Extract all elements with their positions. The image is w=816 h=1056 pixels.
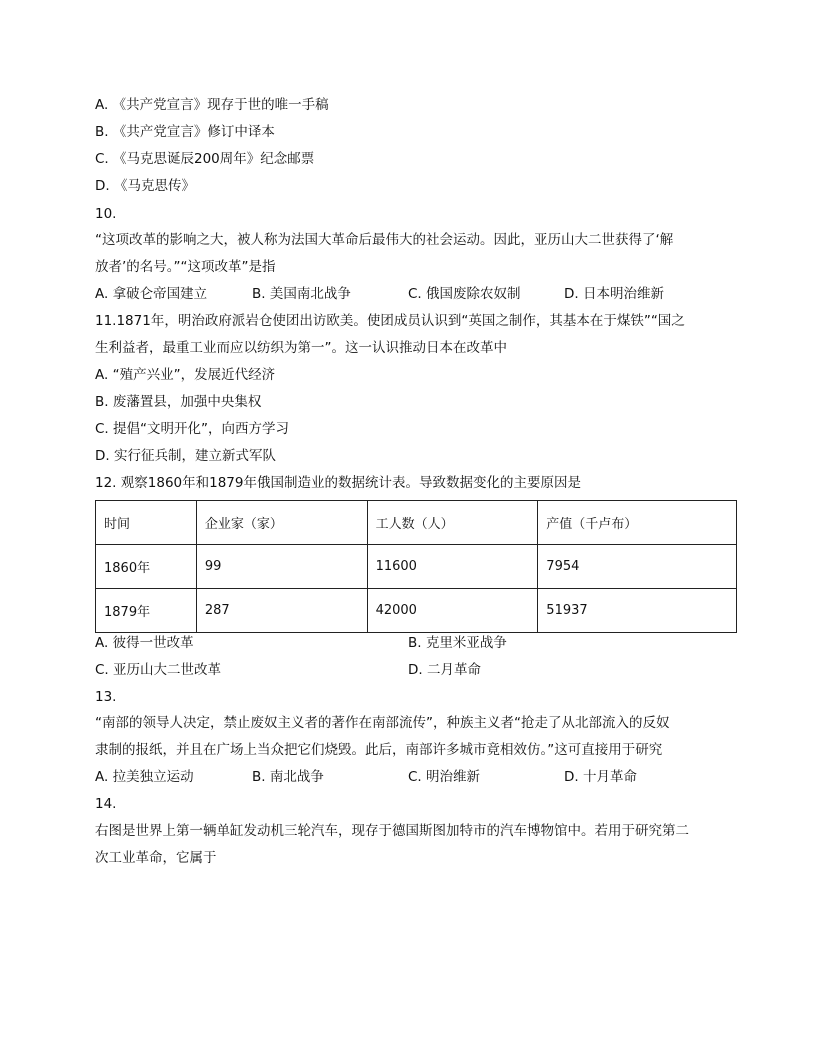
table-header-cell: 时间 xyxy=(96,501,197,545)
q13-option-b: B. 南北战争 xyxy=(252,769,324,785)
q12-option-a: A. 彼得一世改革 xyxy=(95,635,194,651)
table-cell: 1860年 xyxy=(96,545,197,589)
q13-stem-line-1: “南部的领导人决定，禁止废奴主义者的著作在南部流传”，种族主义者“抢走了从北部流入的反奴 xyxy=(95,715,670,731)
q10-option-c: C. 俄国废除农奴制 xyxy=(408,286,521,302)
q14-stem-line-2: 次工业革命，它属于 xyxy=(95,850,217,866)
q13-option-d: D. 十月革命 xyxy=(564,769,637,785)
table-cell: 7954 xyxy=(538,545,737,589)
table-cell: 1879年 xyxy=(96,589,197,633)
q14-stem-line-1: 右图是世界上第一辆单缸发动机三轮汽车，现存于德国斯图加特市的汽车博物馆中。若用于研究第二 xyxy=(95,823,689,839)
q9-option-a: A. 《共产党宣言》现存于世的唯一手稿 xyxy=(95,97,329,113)
q10-stem-line-2: 放者’的名号。”“这项改革”是指 xyxy=(95,259,276,275)
q12-option-c: C. 亚历山大二世改革 xyxy=(95,662,222,678)
q10-option-d: D. 日本明治维新 xyxy=(564,286,664,302)
q10-stem-line-1: “这项改革的影响之大，被人称为法国大革命后最伟大的社会运动。因此，亚历山大二世获得了‘解 xyxy=(95,232,674,248)
table-cell: 11600 xyxy=(367,545,538,589)
table-header-cell: 企业家（家） xyxy=(196,501,367,545)
q12-stem: 12. 观察1860年和1879年俄国制造业的数据统计表。导致数据变化的主要原因是 xyxy=(95,475,581,491)
table-cell: 42000 xyxy=(367,589,538,633)
q9-option-b: B. 《共产党宣言》修订中译本 xyxy=(95,124,275,140)
q9-option-d: D. 《马克思传》 xyxy=(95,178,195,194)
q14-number: 14. xyxy=(95,796,117,812)
table-header-row xyxy=(96,501,737,545)
q11-option-c: C. 提倡“文明开化”，向西方学习 xyxy=(95,421,289,437)
table-cell: 287 xyxy=(196,589,367,633)
q10-option-b: B. 美国南北战争 xyxy=(252,286,351,302)
table-row xyxy=(96,545,737,589)
q11-option-b: B. 废藩置县，加强中央集权 xyxy=(95,394,262,410)
table-cell: 51937 xyxy=(538,589,737,633)
q11-option-d: D. 实行征兵制，建立新式军队 xyxy=(95,448,276,464)
q11-stem-line-2: 生利益者，最重工业而应以纺织为第一”。这一认识推动日本在改革中 xyxy=(95,340,507,356)
q9-option-c: C. 《马克思诞辰200周年》纪念邮票 xyxy=(95,151,315,167)
q10-number: 10. xyxy=(95,206,117,222)
table-header-cell: 工人数（人） xyxy=(367,501,538,545)
q12-option-b: B. 克里米亚战争 xyxy=(408,635,507,651)
table-header-cell: 产值（千卢布） xyxy=(538,501,737,545)
q11-stem-line-1: 11.1871年，明治政府派岩仓使团出访欧美。使团成员认识到“英国之制作，其基本在于煤铁”“国之 xyxy=(95,313,685,329)
q13-option-a: A. 拉美独立运动 xyxy=(95,769,194,785)
q12-data-table xyxy=(95,500,737,633)
table-cell: 99 xyxy=(196,545,367,589)
q11-option-a: A. “殖产兴业”，发展近代经济 xyxy=(95,367,276,383)
q10-option-a: A. 拿破仑帝国建立 xyxy=(95,286,208,302)
q13-number: 13. xyxy=(95,689,117,705)
table-row xyxy=(96,589,737,633)
q13-option-c: C. 明治维新 xyxy=(408,769,481,785)
q13-stem-line-2: 隶制的报纸，并且在广场上当众把它们烧毁。此后，南部许多城市竟相效仿。”这可直接用于研究 xyxy=(95,742,663,758)
q12-option-d: D. 二月革命 xyxy=(408,662,481,678)
